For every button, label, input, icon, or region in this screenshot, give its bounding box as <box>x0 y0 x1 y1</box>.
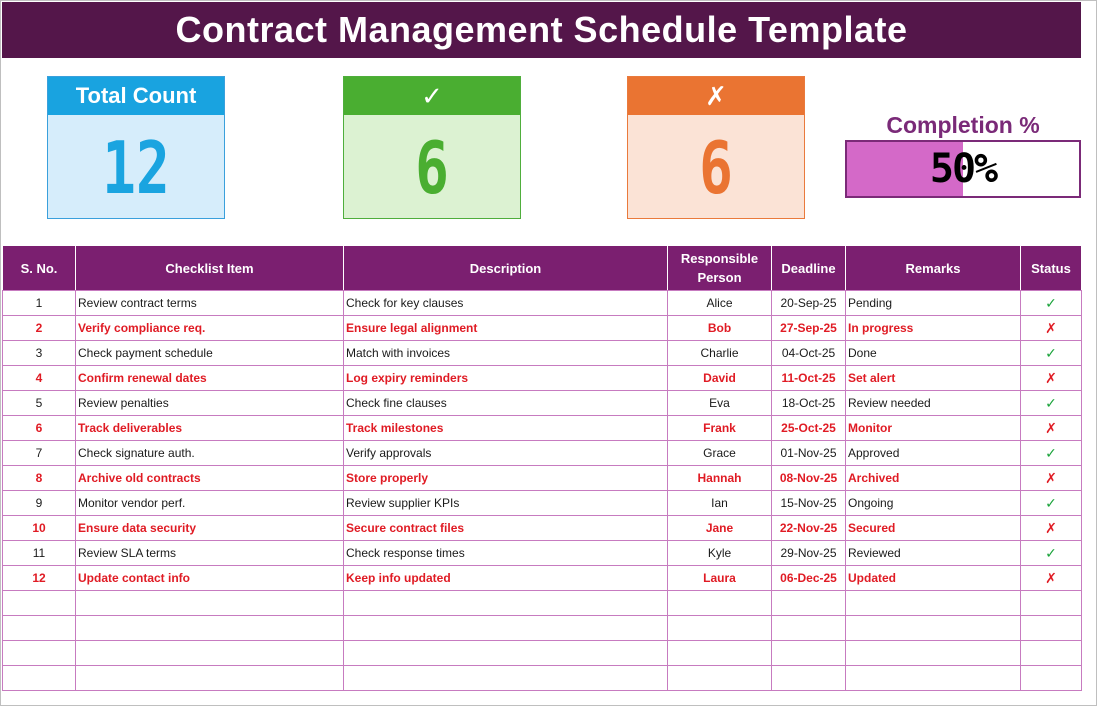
empty-cell[interactable] <box>668 666 772 691</box>
cell-remarks[interactable]: Approved <box>846 441 1021 466</box>
cell-deadline[interactable]: 01-Nov-25 <box>772 441 846 466</box>
table-row <box>3 391 1082 416</box>
cell-deadline[interactable]: 04-Oct-25 <box>772 341 846 366</box>
empty-cell[interactable] <box>772 616 846 641</box>
table-row <box>3 466 1082 491</box>
cell-description[interactable]: Check for key clauses <box>344 291 668 316</box>
cell-responsible-person[interactable]: Hannah <box>668 466 772 491</box>
cell-checklist-item[interactable]: Update contact info <box>76 566 344 591</box>
cell-responsible-person[interactable]: Charlie <box>668 341 772 366</box>
empty-cell[interactable] <box>668 641 772 666</box>
check-icon: ✓ <box>1045 544 1057 561</box>
column-header-remarks[interactable]: Remarks <box>846 246 1021 291</box>
cell-responsible-person[interactable]: Ian <box>668 491 772 516</box>
cell-remarks[interactable]: Archived <box>846 466 1021 491</box>
cell-deadline[interactable]: 18-Oct-25 <box>772 391 846 416</box>
cell-remarks[interactable]: Done <box>846 341 1021 366</box>
cross-icon: ✗ <box>1045 569 1057 586</box>
empty-table-row <box>3 591 1082 616</box>
cell-remarks[interactable]: Pending <box>846 291 1021 316</box>
empty-cell[interactable] <box>846 616 1021 641</box>
cell-deadline[interactable]: 08-Nov-25 <box>772 466 846 491</box>
table-row <box>3 566 1082 591</box>
cell-remarks[interactable]: Ongoing <box>846 491 1021 516</box>
cell-description[interactable]: Log expiry reminders <box>344 366 668 391</box>
table-row <box>3 291 1082 316</box>
cell-deadline[interactable]: 15-Nov-25 <box>772 491 846 516</box>
cell-sno[interactable]: 1 <box>3 291 76 316</box>
total-count-value: 12 <box>102 125 170 210</box>
cell-sno[interactable]: 7 <box>3 441 76 466</box>
cell-checklist-item[interactable]: Review contract terms <box>76 291 344 316</box>
total-count-card <box>47 76 225 219</box>
cell-description[interactable]: Review supplier KPIs <box>344 491 668 516</box>
empty-cell[interactable] <box>846 591 1021 616</box>
table-row <box>3 316 1082 341</box>
cell-responsible-person[interactable]: Jane <box>668 516 772 541</box>
cell-deadline[interactable]: 29-Nov-25 <box>772 541 846 566</box>
empty-cell[interactable] <box>344 641 668 666</box>
empty-cell[interactable] <box>76 591 344 616</box>
cell-sno[interactable]: 8 <box>3 466 76 491</box>
cell-deadline[interactable]: 20-Sep-25 <box>772 291 846 316</box>
empty-cell[interactable] <box>3 666 76 691</box>
empty-cell[interactable] <box>344 616 668 641</box>
cell-checklist-item[interactable]: Monitor vendor perf. <box>76 491 344 516</box>
cell-status[interactable] <box>1021 491 1082 516</box>
cell-remarks[interactable]: Set alert <box>846 366 1021 391</box>
cell-status[interactable] <box>1021 366 1082 391</box>
cell-sno[interactable]: 4 <box>3 366 76 391</box>
check-icon: ✓ <box>1045 394 1057 411</box>
empty-cell[interactable] <box>344 666 668 691</box>
table-row <box>3 366 1082 391</box>
cell-description[interactable]: Check response times <box>344 541 668 566</box>
cell-description[interactable]: Track milestones <box>344 416 668 441</box>
cross-icon: ✗ <box>628 77 804 115</box>
empty-cell[interactable] <box>1021 591 1082 616</box>
check-icon: ✓ <box>1045 294 1057 311</box>
table-row <box>3 541 1082 566</box>
cross-icon: ✗ <box>1045 369 1057 386</box>
table-row <box>3 416 1082 441</box>
empty-cell[interactable] <box>772 641 846 666</box>
check-icon: ✓ <box>1045 494 1057 511</box>
empty-table-row <box>3 666 1082 691</box>
table-row <box>3 441 1082 466</box>
cell-responsible-person[interactable]: Frank <box>668 416 772 441</box>
empty-cell[interactable] <box>1021 616 1082 641</box>
checklist-table <box>2 245 1082 691</box>
empty-cell[interactable] <box>1021 641 1082 666</box>
cell-sno[interactable]: 6 <box>3 416 76 441</box>
cell-responsible-person[interactable]: Bob <box>668 316 772 341</box>
cell-deadline[interactable]: 25-Oct-25 <box>772 416 846 441</box>
empty-cell[interactable] <box>668 591 772 616</box>
cell-sno[interactable]: 9 <box>3 491 76 516</box>
cell-status[interactable] <box>1021 466 1082 491</box>
cell-remarks[interactable]: In progress <box>846 316 1021 341</box>
empty-cell[interactable] <box>344 591 668 616</box>
cell-checklist-item[interactable]: Verify compliance req. <box>76 316 344 341</box>
completed-count-value: 6 <box>415 125 449 210</box>
total-count-label: Total Count <box>48 77 224 115</box>
cell-sno[interactable]: 3 <box>3 341 76 366</box>
column-header-responsible-person[interactable]: Responsible Person <box>668 246 772 291</box>
completed-count-card <box>343 76 521 219</box>
cross-icon: ✗ <box>1045 319 1057 336</box>
empty-cell[interactable] <box>668 616 772 641</box>
cell-status[interactable] <box>1021 316 1082 341</box>
empty-table-row <box>3 616 1082 641</box>
cell-status[interactable] <box>1021 566 1082 591</box>
empty-cell[interactable] <box>846 666 1021 691</box>
check-icon: ✓ <box>1045 344 1057 361</box>
cell-checklist-item[interactable]: Check signature auth. <box>76 441 344 466</box>
table-row <box>3 491 1082 516</box>
cell-remarks[interactable]: Reviewed <box>846 541 1021 566</box>
empty-cell[interactable] <box>3 591 76 616</box>
table-row <box>3 341 1082 366</box>
cell-responsible-person[interactable]: David <box>668 366 772 391</box>
cell-description[interactable]: Ensure legal alignment <box>344 316 668 341</box>
empty-cell[interactable] <box>772 666 846 691</box>
cell-responsible-person[interactable]: Laura <box>668 566 772 591</box>
empty-table-row <box>3 641 1082 666</box>
cell-description[interactable]: Match with invoices <box>344 341 668 366</box>
cell-responsible-person[interactable]: Kyle <box>668 541 772 566</box>
cell-remarks[interactable]: Updated <box>846 566 1021 591</box>
cross-icon: ✗ <box>1045 519 1057 536</box>
cell-description[interactable]: Secure contract files <box>344 516 668 541</box>
cell-checklist-item[interactable]: Track deliverables <box>76 416 344 441</box>
cross-icon: ✗ <box>1045 469 1057 486</box>
empty-cell[interactable] <box>1021 666 1082 691</box>
cell-status[interactable] <box>1021 541 1082 566</box>
cell-responsible-person[interactable]: Eva <box>668 391 772 416</box>
cross-icon: ✗ <box>1045 419 1057 436</box>
empty-cell[interactable] <box>76 641 344 666</box>
cell-checklist-item[interactable]: Archive old contracts <box>76 466 344 491</box>
column-header-sno[interactable]: S. No. <box>3 246 76 291</box>
empty-cell[interactable] <box>846 641 1021 666</box>
cell-status[interactable] <box>1021 516 1082 541</box>
cell-checklist-item[interactable]: Confirm renewal dates <box>76 366 344 391</box>
cell-checklist-item[interactable]: Ensure data security <box>76 516 344 541</box>
cell-sno[interactable]: 12 <box>3 566 76 591</box>
check-icon: ✓ <box>1045 444 1057 461</box>
column-header-description[interactable]: Description <box>344 246 668 291</box>
cell-checklist-item[interactable]: Check payment schedule <box>76 341 344 366</box>
column-header-deadline[interactable]: Deadline <box>772 246 846 291</box>
empty-cell[interactable] <box>76 616 344 641</box>
cell-deadline[interactable]: 22-Nov-25 <box>772 516 846 541</box>
cell-deadline[interactable]: 27-Sep-25 <box>772 316 846 341</box>
cell-status[interactable] <box>1021 391 1082 416</box>
completion-progress-bar <box>845 140 1081 198</box>
table-row <box>3 516 1082 541</box>
cell-remarks[interactable]: Review needed <box>846 391 1021 416</box>
empty-cell[interactable] <box>3 616 76 641</box>
cell-status[interactable] <box>1021 341 1082 366</box>
empty-cell[interactable] <box>3 641 76 666</box>
cell-description[interactable]: Check fine clauses <box>344 391 668 416</box>
cell-remarks[interactable]: Monitor <box>846 416 1021 441</box>
cell-checklist-item[interactable]: Review SLA terms <box>76 541 344 566</box>
cell-description[interactable]: Store properly <box>344 466 668 491</box>
cell-description[interactable]: Keep info updated <box>344 566 668 591</box>
page-title: Contract Management Schedule Template <box>2 2 1081 58</box>
cell-checklist-item[interactable]: Review penalties <box>76 391 344 416</box>
cell-sno[interactable]: 10 <box>3 516 76 541</box>
cell-responsible-person[interactable]: Grace <box>668 441 772 466</box>
cell-sno[interactable]: 11 <box>3 541 76 566</box>
completion-label: Completion % <box>886 112 1040 138</box>
empty-cell[interactable] <box>76 666 344 691</box>
pending-count-value: 6 <box>699 125 733 210</box>
table-header-row <box>3 246 1082 291</box>
cell-deadline[interactable]: 06-Dec-25 <box>772 566 846 591</box>
column-header-checklist-item[interactable]: Checklist Item <box>76 246 344 291</box>
cell-sno[interactable]: 5 <box>3 391 76 416</box>
empty-cell[interactable] <box>772 591 846 616</box>
column-header-status[interactable]: Status <box>1021 246 1082 291</box>
cell-remarks[interactable]: Secured <box>846 516 1021 541</box>
pending-count-card <box>627 76 805 219</box>
check-icon: ✓ <box>344 77 520 115</box>
cell-responsible-person[interactable]: Alice <box>668 291 772 316</box>
completion-percent: 50% <box>929 146 997 192</box>
cell-status[interactable] <box>1021 416 1082 441</box>
cell-sno[interactable]: 2 <box>3 316 76 341</box>
cell-description[interactable]: Verify approvals <box>344 441 668 466</box>
cell-deadline[interactable]: 11-Oct-25 <box>772 366 846 391</box>
cell-status[interactable] <box>1021 441 1082 466</box>
cell-status[interactable] <box>1021 291 1082 316</box>
